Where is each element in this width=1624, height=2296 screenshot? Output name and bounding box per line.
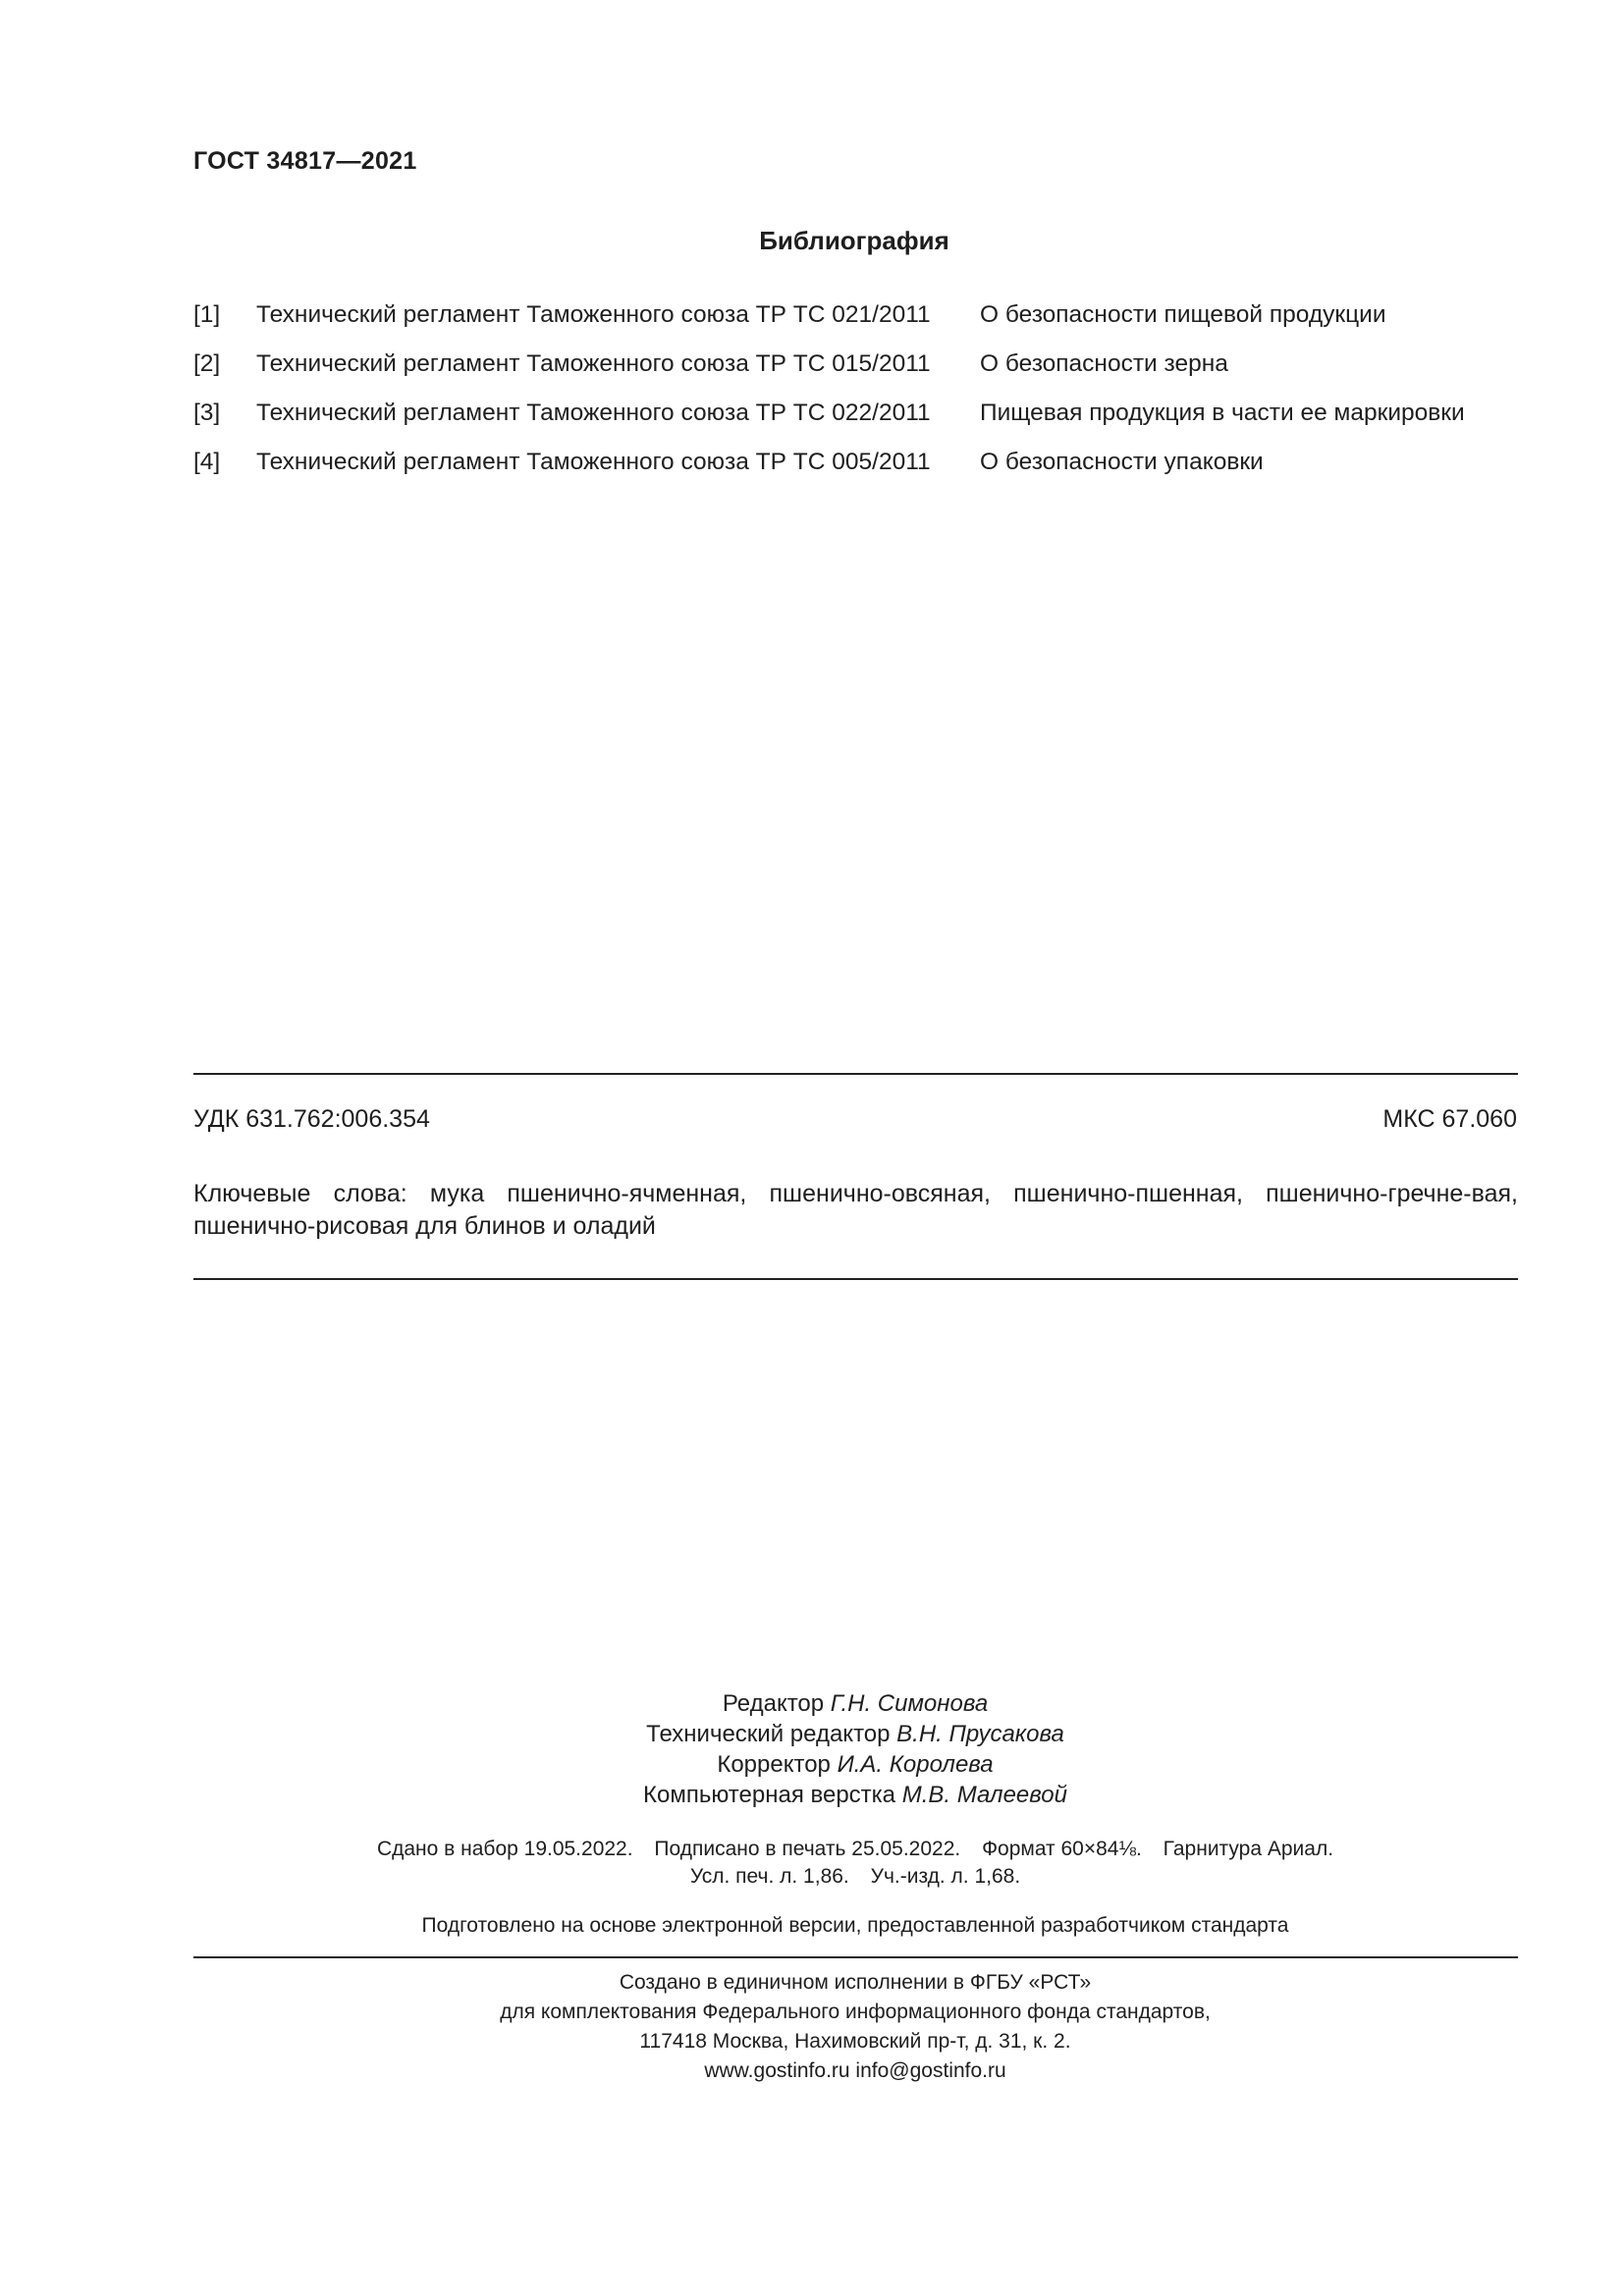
bibliography-item-subject: О безопасности зерна xyxy=(980,350,1228,377)
credit-person: Г.Н. Симонова xyxy=(830,1690,989,1717)
bibliography-title: Библиография xyxy=(759,226,949,255)
bibliography-item xyxy=(193,399,1529,448)
divider-keywords xyxy=(193,1278,1518,1280)
bibliography-item-number: [3] xyxy=(193,400,221,426)
credit-role: Технический редактор xyxy=(646,1721,891,1747)
created-line-2: для комплектования Федерального информационного фонда стандартов, xyxy=(500,2001,1211,2023)
bibliography-item-subject: О безопасности упаковки xyxy=(980,449,1264,475)
bibliography-item-document: Технический регламент Таможенного союза ТР ТС 005/2011 xyxy=(256,449,931,475)
credit-role: Компьютерная верстка xyxy=(643,1782,896,1808)
bibliography-item-document: Технический регламент Таможенного союза ТР ТС 022/2011 xyxy=(256,400,931,426)
imprint-typeset-date: Сдано в набор 19.05.2022. xyxy=(376,1838,633,1860)
credit-person: И.А. Королева xyxy=(837,1751,994,1778)
created-contacts xyxy=(0,2056,1624,2086)
bibliography-item-subject: Пищевая продукция в части ее маркировки xyxy=(980,400,1465,426)
bibliography-item-number: [1] xyxy=(193,301,221,328)
imprint-block xyxy=(0,1836,1624,1891)
bibliography-item-subject: О безопасности пищевой продукции xyxy=(980,301,1386,328)
divider-top xyxy=(193,1073,1518,1075)
imprint-signed-date: Подписано в печать 25.05.2022. xyxy=(654,1838,961,1860)
mks-code: МКС 67.060 xyxy=(1382,1105,1517,1133)
imprint-line-1 xyxy=(0,1836,1624,1863)
created-line-3: 117418 Москва, Нахимовский пр-т, д. 31, к. 2. xyxy=(639,2030,1071,2053)
email-link[interactable]: info@gostinfo.ru xyxy=(855,2059,1006,2082)
bibliography-item-document: Технический регламент Таможенного союза ТР ТС 015/2011 xyxy=(256,350,931,377)
imprint-font: Гарнитура Ариал. xyxy=(1163,1838,1334,1860)
credit-layout xyxy=(0,1780,1624,1810)
credit-corrector xyxy=(0,1749,1624,1780)
credit-person: М.В. Малеевой xyxy=(901,1782,1067,1808)
credit-tech-editor xyxy=(0,1719,1624,1749)
created-line-1: Создано в единичном исполнении в ФГБУ «РСТ» xyxy=(619,1971,1092,1994)
udk-code: УДК 631.762:006.354 xyxy=(193,1105,430,1133)
credit-editor xyxy=(0,1688,1624,1719)
credit-role: Редактор xyxy=(722,1690,825,1717)
credit-person: В.Н. Прусакова xyxy=(896,1721,1064,1747)
bibliography-item xyxy=(193,349,1529,399)
bibliography-item-number: [4] xyxy=(193,449,221,475)
document-code: ГОСТ 34817—2021 xyxy=(193,147,417,175)
imprint-pub-sheets: Уч.-изд. л. 1,68. xyxy=(870,1865,1021,1888)
bibliography-item-number: [2] xyxy=(193,350,221,377)
imprint-line-2 xyxy=(0,1863,1624,1891)
imprint-print-sheets: Усл. печ. л. 1,86. xyxy=(689,1865,849,1888)
bibliography-item xyxy=(193,448,1529,497)
prepared-note: Подготовлено на основе электронной версии, предоставленной разработчиком стандарта xyxy=(421,1914,1289,1937)
bibliography-item xyxy=(193,300,1529,349)
credits-block xyxy=(0,1688,1624,1810)
website-link[interactable]: www.gostinfo.ru xyxy=(704,2059,850,2082)
divider-bottom xyxy=(193,1956,1518,1958)
credit-role: Корректор xyxy=(717,1751,831,1778)
imprint-format: Формат 60×84⅛. xyxy=(982,1838,1142,1860)
bibliography-list xyxy=(193,300,1529,497)
bibliography-item-document: Технический регламент Таможенного союза ТР ТС 021/2011 xyxy=(256,301,931,328)
keywords-paragraph: Ключевые слова: мука пшенично-ячменная, пшенично-овсяная, пшенично-пшенная, пшенично-гречне-вая, пшенично-рисовая для блинов и оладий xyxy=(193,1180,1518,1240)
created-block xyxy=(0,1968,1624,2086)
